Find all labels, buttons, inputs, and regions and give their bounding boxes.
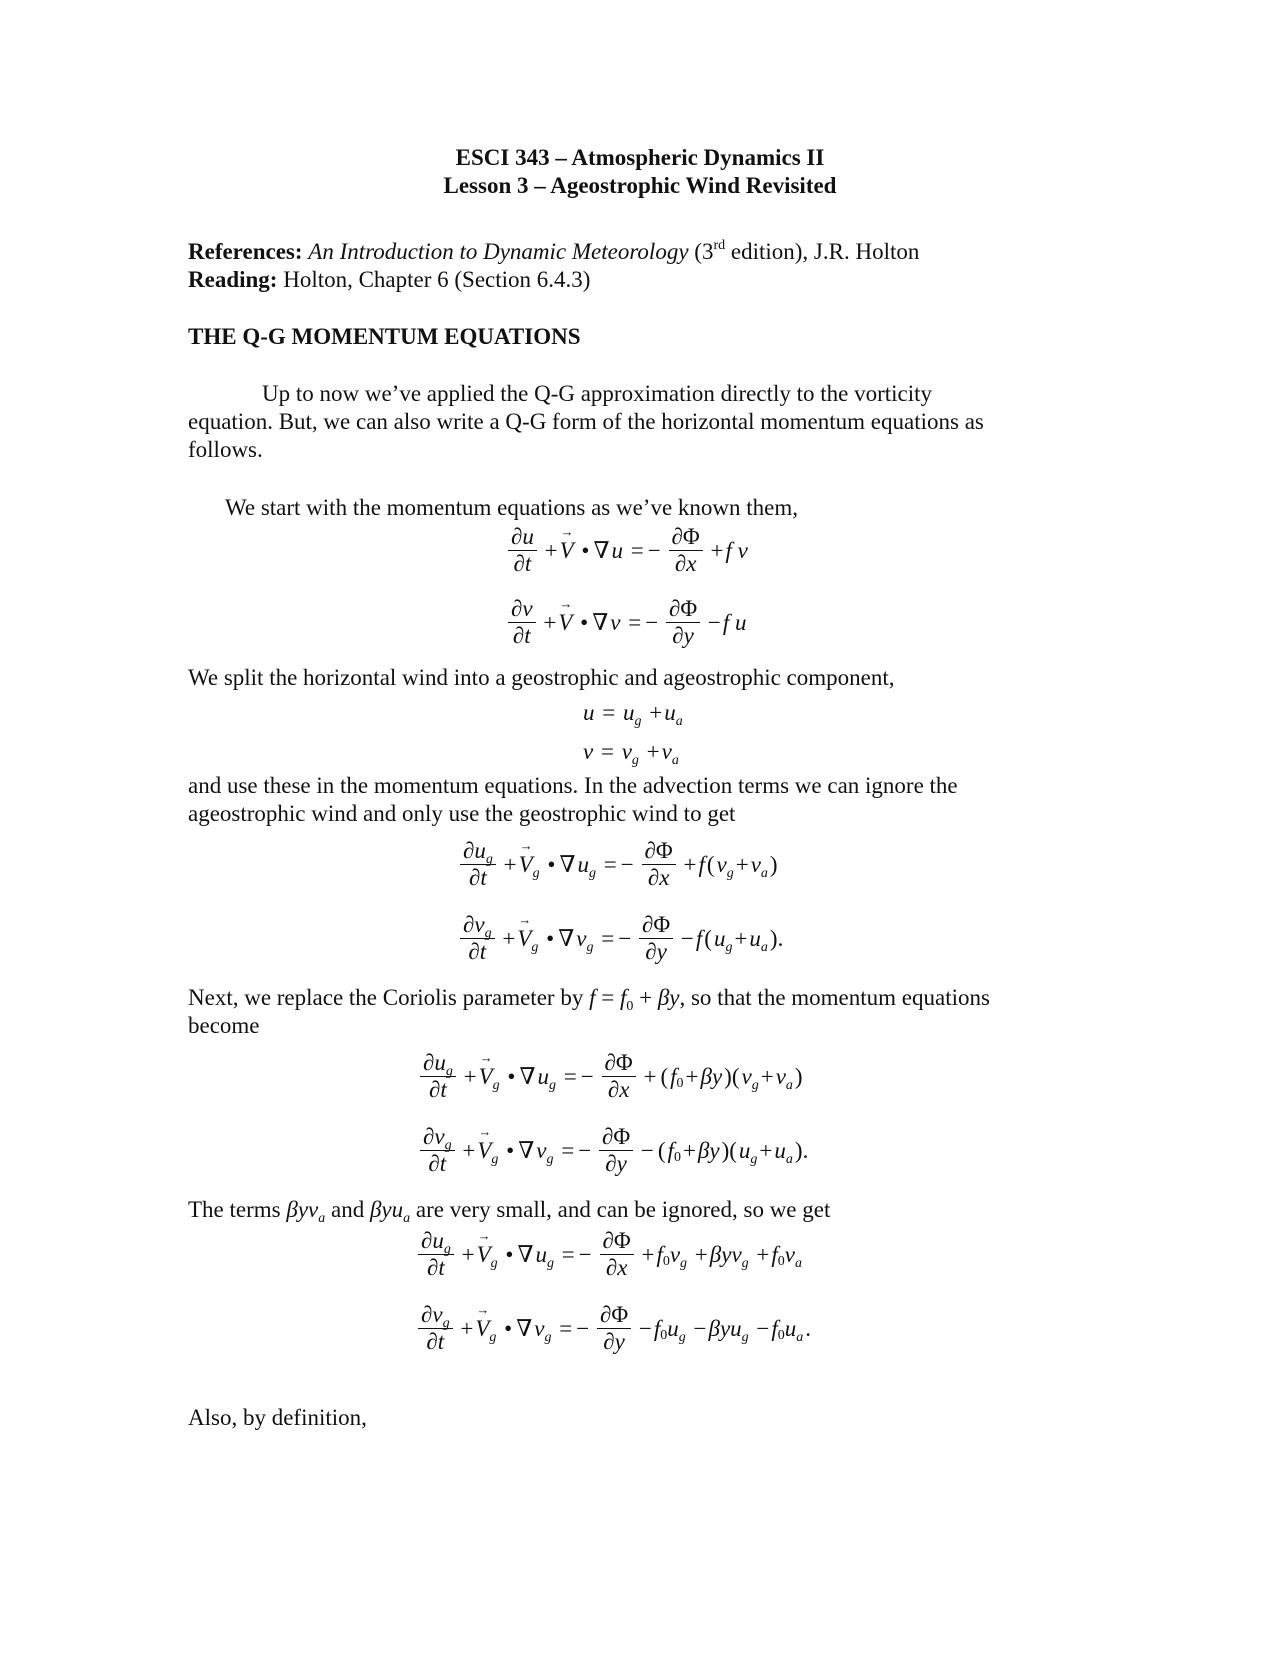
reference-edition-pre: (3 [688,239,714,264]
paragraph-1-line-1: Up to now we’ve applied the Q-G approximation directly to the vorticity [262,381,933,406]
term-beta-y-ua-sub: a [403,1211,411,1226]
equation-vg-momentum-1: $\frac{\partial v_g}{\partial t}$ +→ $V_g$ • $\nabla v_g$ = − $\frac{\partial\Phi}{\partial y}$ $-f(u_g+u_a)$. [460,912,785,965]
coriolis-plus: + [633,985,658,1010]
equation-v-split: $v = v_g +v_a$ [583,738,679,768]
equation-ug-momentum-3: $\frac{\partial u_g}{\partial t}$ +→ $V_g$ • $\nabla u_g$ = − $\frac{\partial\Phi}{\partial x}$ $+f_0v_g +\beta yv_g +f_0v_a$ [418,1228,802,1281]
paragraph-6 [188,1196,830,1224]
reading-line [188,266,590,294]
equation-v-momentum: $\frac{\partial v}{\partial t}$ +→ V • ∇v = − $\frac{\partial\Phi}{\partial y}$ −f u [508,596,747,649]
equation-ug-momentum-1: $\frac{\partial u_g}{\partial t}$ +→ $V_g$ • $\nabla u_g$ = − $\frac{\partial\Phi}{\partial x}$ $+f(v_g+v_a)$ [460,838,780,891]
course-title: ESCI 343 – Atmospheric Dynamics II [455,145,825,170]
paragraph-6-pre: The terms [188,1197,287,1222]
term-beta-y-va-sub: a [318,1211,326,1226]
lesson-title: Lesson 3 – Ageostrophic Wind Revisited [443,173,837,198]
coriolis-eq: = [595,985,620,1010]
coriolis-f0: f [619,985,627,1010]
references-line [188,238,919,266]
paragraph-2: We start with the momentum equations as we’ve known them, [225,495,799,520]
reference-book-title: An Introduction to Dynamic Meteorology [308,239,689,264]
equation-u-split: $u = u_g +u_a$ [583,699,683,729]
paragraph-3: We split the horizontal wind into a geostrophic and ageostrophic component, [188,665,895,690]
paragraph-4-line-1: and use these in the momentum equations. In the advection terms we can ignore the [188,773,958,798]
section-heading: THE Q-G MOMENTUM EQUATIONS [188,324,581,349]
paragraph-7: Also, by definition, [188,1405,367,1430]
coriolis-f: f [589,985,596,1010]
references-label: References: [188,239,303,264]
term-beta-y-va: βyv [286,1197,319,1222]
term-beta-y-ua: βyu [369,1197,404,1222]
paragraph-5-line-1 [188,984,990,1012]
coriolis-beta-y: βy [657,985,680,1010]
equation-vg-momentum-3: $\frac{\partial v_g}{\partial t}$ +→ $V_g$ • $\nabla v_g$ = − $\frac{\partial\Phi}{\partial y}$ $-f_0u_g -\beta yu_g -f_0u_a$. [418,1302,813,1355]
paragraph-5-pre: Next, we replace the Coriolis parameter by [188,985,590,1010]
reading-text: Holton, Chapter 6 (Section 6.4.3) [277,267,591,292]
paragraph-6-and: and [325,1197,370,1222]
reference-edition-post: edition), J.R. Holton [725,239,920,264]
coriolis-f0-sub: 0 [626,999,634,1014]
paragraph-4-line-2: ageostrophic wind and only use the geostrophic wind to get [188,801,736,826]
paragraph-5-post: , so that the momentum equations [679,985,990,1010]
equation-vg-momentum-2: $\frac{\partial v_g}{\partial t}$ +→ $V_g$ • $\nabla v_g$ = − $\frac{\partial\Phi}{\partial y}$ − $(f_0+\beta y)(u_g+u_a)$. [420,1124,810,1177]
reading-label: Reading: [188,267,278,292]
paragraph-1-line-3: follows. [188,437,263,462]
paragraph-5-line-2: become [188,1013,260,1038]
equation-u-momentum: $\frac{\partial u}{\partial t}$ +→ V • ∇u = − $\frac{\partial\Phi}{\partial x}$ +f v [508,524,748,577]
equation-ug-momentum-2: $\frac{\partial u_g}{\partial t}$ +→ $V_g$ • $\nabla u_g$ = − $\frac{\partial\Phi}{\partial x}$ + $(f_0+\beta y)(v_g+v_a)$ [420,1050,805,1103]
reference-edition-sup: rd [713,238,726,253]
paragraph-6-post: are very small, and can be ignored, so we get [410,1197,831,1222]
paragraph-1-line-2: equation. But, we can also write a Q-G form of the horizontal momentum equations as [188,409,984,434]
